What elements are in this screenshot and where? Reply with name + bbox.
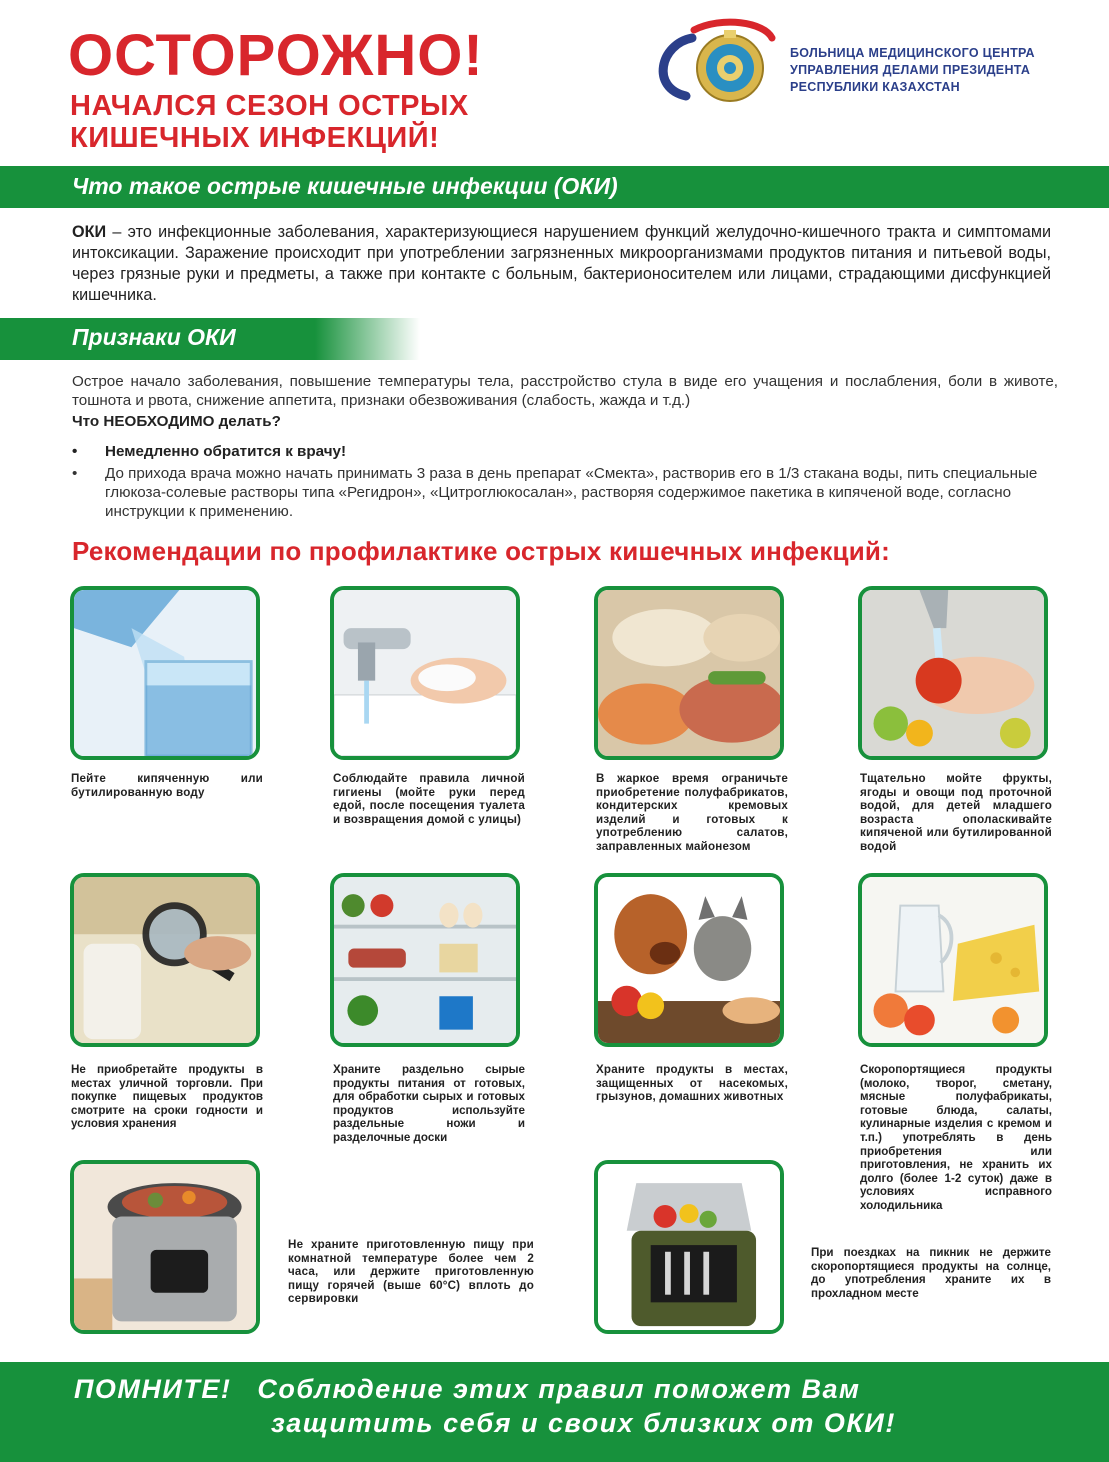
list-item: • До прихода врача можно начать принимать 3 раза в день препарат «Смекта», растворив его в 1/3 стакана воды, пить специальные глюкоза-солевые растворы типа «Регидрон», «Цитроглюкосалан», растворяя содержимое пакетика в кипяченой воде, согласно инструкции к применению. [72, 465, 1038, 520]
symptoms-paragraph: Острое начало заболевания, повышение температуры тела, расстройство стула в виде его учащения и послабления, боли в животе, тошнота и рвота, снижение аппетита, признаки обезвоживания (слабость, жажда и т.д.) [72, 373, 1058, 409]
card-caption: Тщательно мойте фрукты, ягоды и овощи под проточной водой, для детей младшего возраста ополаскивайте кипяченой или бутилированной водой [860, 772, 1052, 853]
what-to-do-question: Что НЕОБХОДИМО делать? [72, 413, 281, 430]
footer-line2: защитить себя и своих близких от ОКИ! [271, 1408, 896, 1438]
pets-icon [594, 873, 784, 1047]
footer-banner [0, 1362, 1109, 1462]
picnic-bag-icon [594, 1160, 784, 1334]
card-caption: Скоропортящиеся продукты (молоко, творог, сметану, мясные полуфабрикаты, готовые блюда, салаты, кулинарные изделия с кремом и т.п.) употреблять в день приобретения или приготовления, не хранить их долго (более 1-2 суток) даже в условиях исправного холодильника [860, 1063, 1052, 1212]
footer-line1: Соблюдение этих правил поможет Вам [257, 1374, 861, 1404]
card-caption: Не приобретайте продукты в местах уличной торговли. При покупке пищевых продуктов смотрите на сроки годности и условия хранения [71, 1063, 263, 1131]
prepared-food-icon [594, 586, 784, 760]
organization-name: БОЛЬНИЦА МЕДИЦИНСКОГО ЦЕНТРА УПРАВЛЕНИЯ ДЕЛАМИ ПРЕЗИДЕНТА РЕСПУБЛИКИ КАЗАХСТАН [790, 46, 1035, 94]
section-heading-what-is: Что такое острые кишечные инфекции (ОКИ) [0, 166, 1109, 208]
cooker-icon [70, 1160, 260, 1334]
header [0, 0, 1109, 166]
poster-subtitle: НАЧАЛСЯ СЕЗОН ОСТРЫХ КИШЕЧНЫХ ИНФЕКЦИЙ! [70, 90, 469, 154]
card-caption: Не храните приготовленную пищу при комнатной температуре более чем 2 часа, или держите приготовленную пищу горячей (выше 60°C) вплоть до сервировки [288, 1238, 534, 1306]
footer-label: ПОМНИТЕ! [74, 1374, 232, 1404]
washing-fruit-icon [858, 586, 1048, 760]
card-caption: При поездках на пикник не держите скоропортящиеся продукты на солнце, до употребления храните их в прохладном месте [811, 1246, 1051, 1300]
action-list [72, 442, 1058, 524]
poster-title: ОСТОРОЖНО! [68, 23, 484, 88]
card-caption: Пейте кипяченную или бутилированную воду [71, 772, 263, 799]
fridge-icon [330, 873, 520, 1047]
hand-washing-icon [330, 586, 520, 760]
card-caption: Соблюдайте правила личной гигиены (мойте руки перед едой, после посещения туалета и возвращения домой с улицы) [333, 772, 525, 826]
water-glass-icon [70, 586, 260, 760]
dairy-icon [858, 873, 1048, 1047]
card-caption: Храните продукты в местах, защищенных от насекомых, грызунов, домашних животных [596, 1063, 788, 1104]
definition-paragraph: ОКИ – это инфекционные заболевания, характеризующиеся нарушением функций желудочно-кишечного тракта и симптомами интоксикации. Заражение происходит при употреблении загрязненных микроорганизмами продуктов питания и питьевой воды, через грязные руки и предметы, а также при контакте с больным, бактерионосителем или лицами, страдающими дисфункцией кишечника. [72, 223, 1051, 304]
list-item: • Немедленно обратится к врачу! [72, 443, 347, 460]
magnifier-icon [70, 873, 260, 1047]
hospital-emblem-icon [652, 18, 778, 108]
card-caption: Храните раздельно сырые продукты питания от готовых, для обработки сырых и готовых продуктов используйте раздельные ножи и разделочные доски [333, 1063, 525, 1144]
recommendations-heading: Рекомендации по профилактике острых кишечных инфекций: [72, 536, 890, 566]
card-caption: В жаркое время ограничьте приобретение полуфабрикатов, кондитерских кремовых изделий и готовых к употреблению салатов, заправленных майонезом [596, 772, 788, 853]
section-heading-symptoms: Признаки ОКИ [0, 318, 420, 360]
